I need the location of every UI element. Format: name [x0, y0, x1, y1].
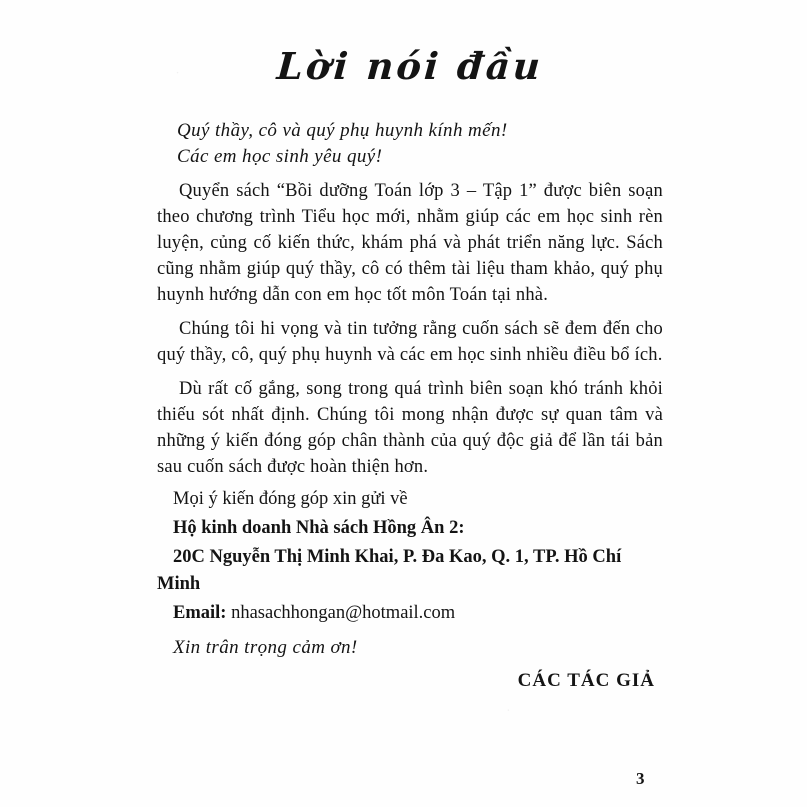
email-line [157, 600, 663, 627]
email-value: nhasachhongan@hotmail.com [226, 603, 456, 624]
page-content [157, 42, 663, 694]
greeting-block [157, 118, 663, 170]
publisher-address: 20C Nguyễn Thị Minh Khai, P. Đa Kao, Q. 1, TP. Hồ Chí Minh [157, 547, 622, 595]
publisher-name: Hộ kinh doanh Nhà sách Hồng Ân 2: [173, 518, 465, 539]
greeting-line-1: Quý thầy, cô và quý phụ huynh kính mến! [177, 120, 508, 142]
page-number: 3 [636, 769, 645, 788]
page-title: Lời nói đầu [275, 44, 545, 88]
email-label: Email: [173, 603, 227, 624]
authors-signature: CÁC TÁC GIẢ [517, 670, 655, 692]
preface-paragraph-2: Chúng tôi hi vọng và tin tưởng rằng cuốn sách sẽ đem đến cho quý thầy, cô, quý phụ huynh và các em học sinh nhiều điều bổ ích. [157, 319, 663, 366]
contact-intro: Mọi ý kiến đóng góp xin gửi về [173, 489, 408, 510]
contact-block [157, 486, 663, 627]
preface-paragraph-3: Dù rất cố gắng, song trong quá trình biên soạn khó tránh khỏi thiếu sót nhất định. Chúng tôi mong nhận được sự quan tâm và những ý kiến đóng góp chân thành của quý độc giả để lần tái bản sau cuốn sách được hoàn thiện hơn. [157, 379, 663, 478]
closing-thanks: Xin trân trọng cảm ơn! [173, 637, 358, 659]
greeting-line-2: Các em học sinh yêu quý! [177, 146, 383, 168]
preface-paragraph-1: Quyển sách “Bồi dưỡng Toán lớp 3 – Tập 1” được biên soạn theo chương trình Tiểu học mới, nhằm giúp các em học sinh rèn luyện, củng cố kiến thức, khám phá và phát triển năng lực. Sách cũng nhằm giúp quý thầy, cô có thêm tài liệu tham khảo, quý phụ huynh hướng dẫn con em học tốt môn Toán tại nhà. [157, 181, 663, 306]
